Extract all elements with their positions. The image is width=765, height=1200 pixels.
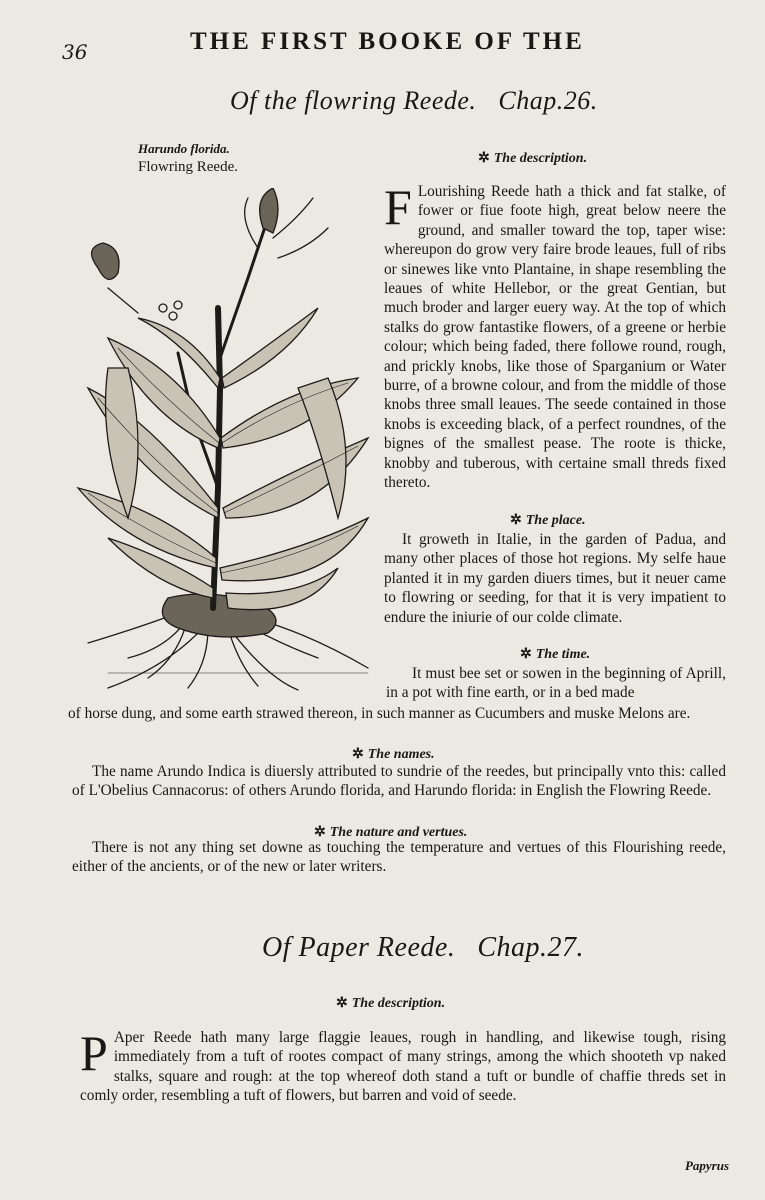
asterisk-icon: ✲ xyxy=(478,151,490,166)
chapter-27-title: Of Paper Reede. xyxy=(262,932,456,963)
place-heading: ✲ The place. xyxy=(510,513,586,528)
running-title: THE FIRST BOOKE OF THE xyxy=(190,28,585,55)
dropcap-f: F xyxy=(384,179,412,235)
catchword: Papyrus xyxy=(684,1158,729,1173)
asterisk-icon: ✲ xyxy=(336,996,348,1011)
chapter-27-heading xyxy=(262,932,584,964)
names-heading: ✲ The names. xyxy=(352,747,435,762)
time-paragraph-wide: of horse dung, and some earth strawed thereon, in such manner as Cucumbers and muske Melons are. xyxy=(68,705,691,722)
figure-caption xyxy=(138,140,238,176)
description-text-1: Lourishing Reede hath a thick and fat stalke, of fower or fiue foote high, great below neere the ground, and smaller toward the top, taper wise: whereupon do grow very faire brode leaues, full of ribs or sinewes like vnto Plantaine, in shape resembling the leaues of white Hellebor, or the great Gentian, but much broder and larger euery way. At the top of which stalks do grow fantastike flowers, of a greene or herbie colour; which being faded, there followe round, rough, and prickly knobs, like those of Sparganium or Water burre, of a browne colour, and from the middle of those knobs three small leaues. The seede contained in those knobs is exceeding black, of a perfect roundnes, of the bignes of the smallest pease. The roote is thicke, knobby and tuberous, with certaine small threds fixed thereto. xyxy=(384,183,726,492)
nature-virtues-heading: ✲ The nature and vertues. xyxy=(314,825,468,840)
chapter-26-number: Chap.26. xyxy=(498,86,598,115)
names-paragraph: The name Arundo Indica is diuersly attributed to sundrie of the reedes, but principally vnto this: called of L'Obelius Cannacorus: of others Arundo florida, and Harundo florida: in English the Flowring Reede. xyxy=(72,763,726,800)
flowring-reede-woodcut xyxy=(68,188,380,694)
dropcap-p: P xyxy=(80,1025,108,1081)
time-heading: ✲ The time. xyxy=(520,647,591,662)
asterisk-icon: ✲ xyxy=(314,825,326,840)
description-heading-1: ✲ The description. xyxy=(478,151,588,166)
chapter-26-title: Of the flowring Reede. xyxy=(230,86,477,115)
description-text-2: Aper Reede hath many large flaggie leaues, rough in handling, and likewise tough, rising immediately from a tuft of rootes compact of many strings, among the which shooteth vp naked stalks, square and rough: at the top whereof doth stand a tuft or bundle of chaffie threds set in comly order, resembling a tuft of flowers, but barren and void of seede. xyxy=(80,1029,726,1105)
asterisk-icon: ✲ xyxy=(520,647,532,662)
flower-heads xyxy=(92,188,328,320)
description-paragraph-2 xyxy=(80,1025,726,1106)
chapter-26-heading xyxy=(230,86,598,116)
chapter-27-number: Chap.27. xyxy=(477,932,585,963)
place-paragraph: It groweth in Italie, in the garden of Padua, and many other places of those hot regions. My selfe haue planted it in my garden diuers times, but it neuer came to flowring or seeding, for that it is very impatient to endure the iniurie of our colde climate. xyxy=(384,531,726,626)
description-heading-2: ✲ The description. xyxy=(336,996,446,1011)
asterisk-icon: ✲ xyxy=(352,747,364,762)
virtues-paragraph: There is not any thing set downe as touching the temperature and vertues of this Flourishing reede, either of the ancients, or of the new or later writers. xyxy=(72,839,726,876)
page-number: 36 xyxy=(62,40,88,64)
time-paragraph-narrow: It must bee set or sowen in the beginning of Aprill, in a pot with fine earth, or in a bed made xyxy=(386,665,726,702)
description-paragraph-1 xyxy=(384,179,726,493)
figure-english-name: Flowring Reede. xyxy=(138,159,238,175)
asterisk-icon: ✲ xyxy=(510,513,522,528)
figure-latin-name: Harundo florida. xyxy=(138,141,230,156)
